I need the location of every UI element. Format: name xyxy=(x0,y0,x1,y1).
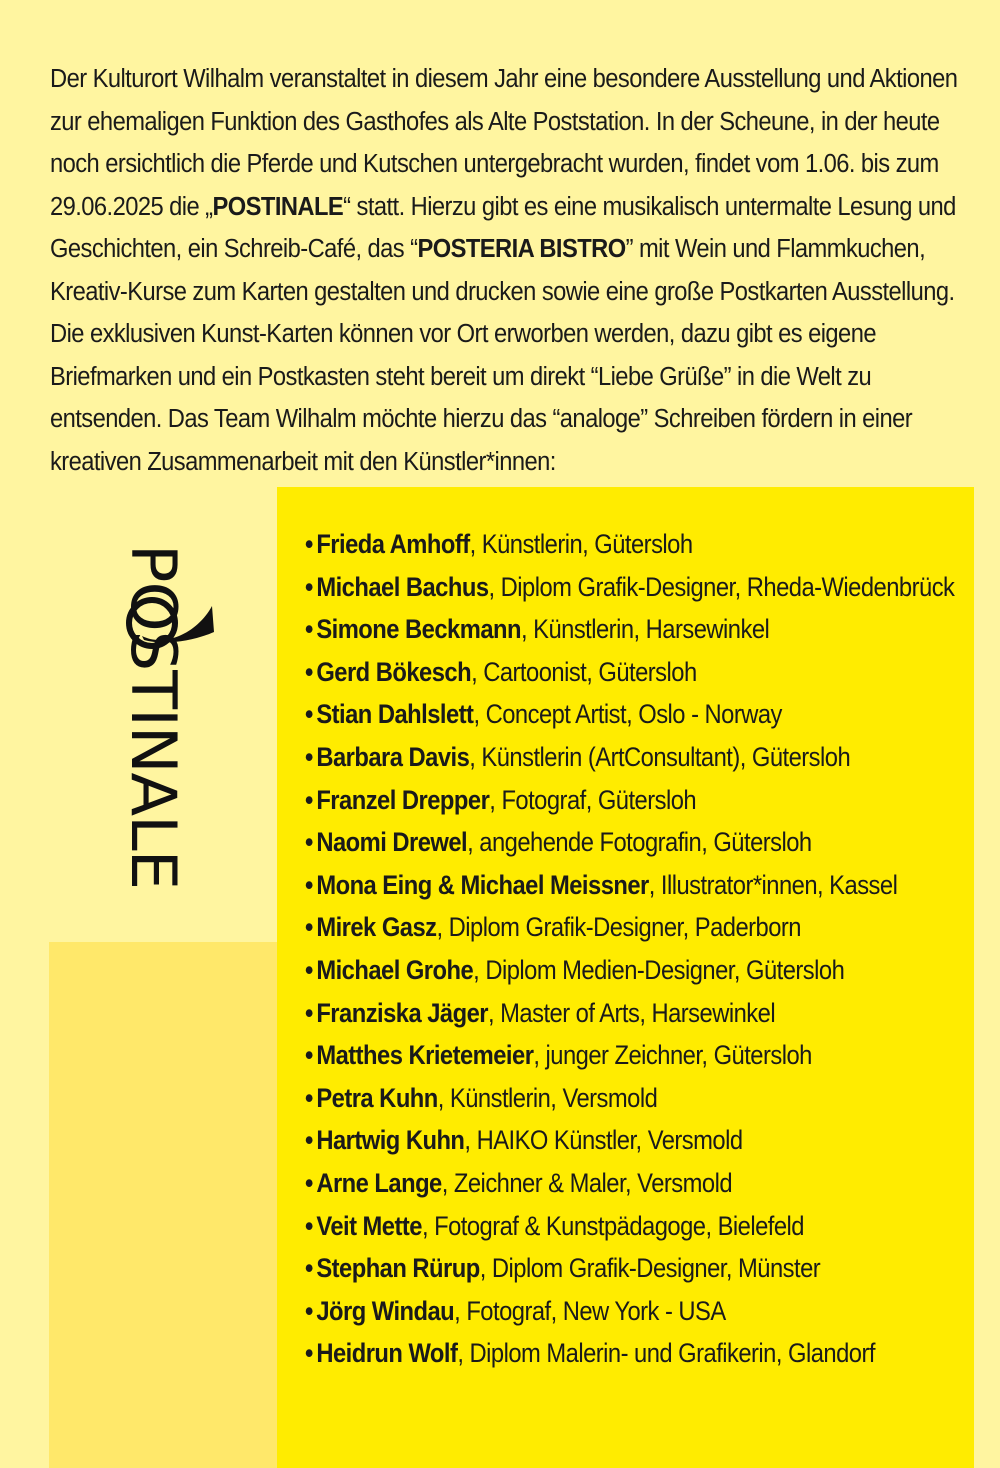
artist-detail: , Künstlerin, Gütersloh xyxy=(469,529,693,559)
artist-detail: , Diplom Grafik-Designer, Paderborn xyxy=(436,912,801,943)
list-item xyxy=(305,1332,912,1375)
artist-detail: , Diplom Malerin- und Grafikerin, Glandorf xyxy=(457,1338,875,1369)
left-color-block xyxy=(49,942,277,1468)
list-item xyxy=(305,1119,912,1162)
artist-name: Mona Eing & Michael Meissner xyxy=(316,869,649,900)
intro-text: “ statt. Hierzu gibt es eine musikalisch untermalte Lesung und Geschichten, ein Schreib-Café, das “ xyxy=(50,192,956,263)
artist-detail: , Fotograf & Kunstpädagoge, Bielefeld xyxy=(421,1210,804,1241)
artist-detail: , HAIKO Künstler, Versmold xyxy=(464,1125,743,1156)
bullet: • xyxy=(305,1210,313,1241)
bullet: • xyxy=(305,571,313,602)
intro-text: Der Kulturort Wilhalm veranstaltet in diesem Jahr eine besondere Ausstellung und Aktionen zur ehemaligen Funktion des Gasthofes als Alte Poststation. In der Scheune, in der heute noch ersichtlich die Pferde und Kutschen untergebracht wurden, findet vom 1.06. bis zum 29.06.2025 die „ xyxy=(50,65,958,221)
artist-detail: , Master of Arts, Harsewinkel xyxy=(488,997,776,1028)
artist-name: Mirek Gasz xyxy=(316,912,437,943)
artist-detail: , Cartoonist, Gütersloh xyxy=(471,656,697,687)
artist-name: Petra Kuhn xyxy=(316,1082,438,1113)
artist-detail: , Fotograf, New York - USA xyxy=(454,1295,726,1326)
bullet: • xyxy=(305,656,313,687)
list-item xyxy=(305,1034,912,1077)
list-item xyxy=(305,1247,912,1290)
postinale-logo xyxy=(108,540,218,900)
artist-name: Matthes Krietemeier xyxy=(316,1040,534,1071)
artist-name: Hartwig Kuhn xyxy=(316,1125,465,1156)
artist-detail: , Diplom Grafik-Designer, Münster xyxy=(479,1253,821,1284)
artist-name: Stian Dahlslett xyxy=(316,699,474,730)
artist-detail: , junger Zeichner, Gütersloh xyxy=(533,1040,812,1071)
list-item xyxy=(305,779,912,822)
list-item xyxy=(305,1077,912,1120)
list-item xyxy=(305,651,912,694)
bullet: • xyxy=(305,954,313,985)
logo-text: POSTINALE xyxy=(117,544,190,880)
artist-detail: , Zeichner & Maler, Versmold xyxy=(441,1167,733,1198)
artist-name: Gerd Bökesch xyxy=(316,656,472,687)
artist-detail: , Diplom Grafik-Designer, Rheda-Wiedenbrück xyxy=(488,571,955,602)
bullet: • xyxy=(305,869,313,900)
list-item xyxy=(305,608,912,651)
intro-paragraph xyxy=(50,58,965,483)
list-item xyxy=(305,992,912,1035)
list-item xyxy=(305,821,912,864)
list-item xyxy=(305,523,912,566)
artist-name: Frieda Amhoff xyxy=(316,529,470,559)
list-item xyxy=(305,566,955,609)
artist-name: Michael Grohe xyxy=(316,954,474,985)
artist-name: Franzel Drepper xyxy=(316,784,490,815)
artist-name: Michael Bachus xyxy=(316,571,489,602)
artist-name: Arne Lange xyxy=(316,1167,442,1198)
intro-highlight-posteria: POSTERIA BISTRO xyxy=(417,235,626,263)
bullet: • xyxy=(305,1040,313,1071)
artist-detail: , Fotograf, Gütersloh xyxy=(489,784,697,815)
bullet: • xyxy=(305,912,313,943)
artist-detail: , Künstlerin, Harsewinkel xyxy=(520,614,770,645)
list-item xyxy=(305,1162,912,1205)
artist-name: Veit Mette xyxy=(316,1210,422,1241)
artist-detail: , Künstlerin (ArtConsultant), Gütersloh xyxy=(469,741,851,772)
artist-name: Jörg Windau xyxy=(316,1295,455,1326)
artist-name: Franziska Jäger xyxy=(316,997,489,1028)
list-item xyxy=(305,736,912,779)
bullet: • xyxy=(305,1338,313,1369)
intro-text: ” mit Wein und Flammkuchen, Kreativ-Kurse zum Karten gestalten und drucken sowie eine große Postkarten Ausstellung. Die exklusiven Kunst-Karten können vor Ort erworben werden, dazu gibt es eigene Briefmarken und ein Postkasten steht bereit um direkt “Liebe Grüße” in die Welt zu entsenden. Das Team Wilhalm möchte hierzu das “analoge” Schreiben fördern in einer kreativen Zusammenarbeit mit den Künstler*innen: xyxy=(50,235,955,476)
list-item xyxy=(305,864,912,907)
bullet: • xyxy=(305,529,313,559)
list-item xyxy=(305,906,912,949)
artist-name: Simone Beckmann xyxy=(316,614,521,645)
artist-name: Naomi Drewel xyxy=(316,827,468,858)
bullet: • xyxy=(305,1167,313,1198)
bullet: • xyxy=(305,827,313,858)
bullet: • xyxy=(305,997,313,1028)
artist-detail: , Künstlerin, Versmold xyxy=(437,1082,658,1113)
artist-detail: , Illustrator*innen, Kassel xyxy=(648,869,898,900)
bullet: • xyxy=(305,784,313,815)
artist-name: Barbara Davis xyxy=(316,741,470,772)
artist-detail: , Diplom Medien-Designer, Gütersloh xyxy=(473,954,845,985)
bullet: • xyxy=(305,1253,313,1284)
bullet: • xyxy=(305,1295,313,1326)
list-item xyxy=(305,693,912,736)
bullet: • xyxy=(305,614,313,645)
bullet: • xyxy=(305,1082,313,1113)
artist-name: Heidrun Wolf xyxy=(316,1338,458,1369)
bullet: • xyxy=(305,1125,313,1156)
artist-name: Stephan Rürup xyxy=(316,1253,480,1284)
bullet: • xyxy=(305,699,313,730)
artist-list xyxy=(305,523,995,1375)
artist-detail: , Concept Artist, Oslo - Norway xyxy=(473,699,782,730)
list-item xyxy=(305,949,912,992)
bullet: • xyxy=(305,741,313,772)
list-item xyxy=(305,1205,912,1248)
intro-highlight-postinale: POSTINALE xyxy=(212,192,344,221)
artist-detail: , angehende Fotografin, Gütersloh xyxy=(467,827,812,858)
list-item xyxy=(305,1290,912,1333)
